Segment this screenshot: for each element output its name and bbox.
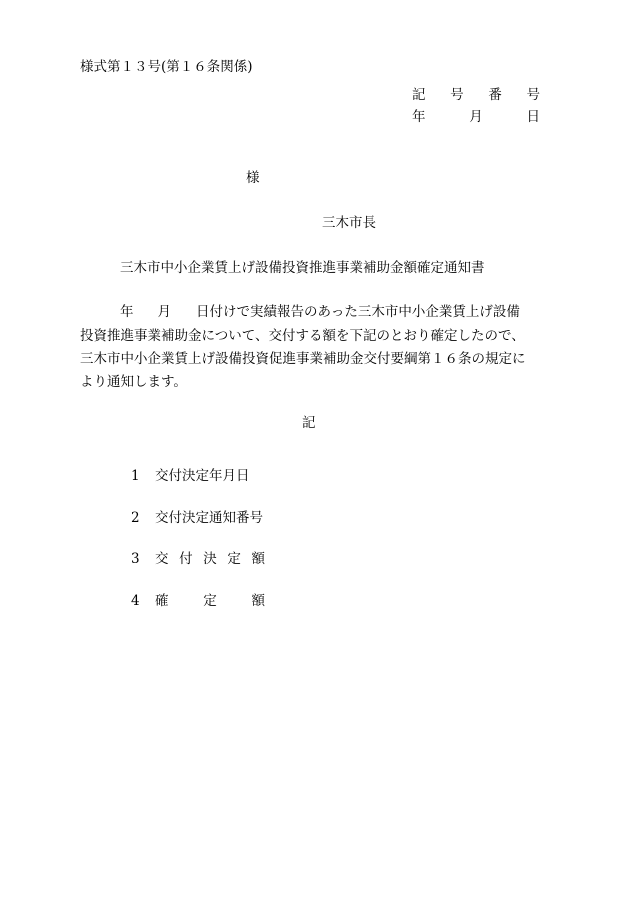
doc-number-label-go2: 号 [526, 87, 540, 103]
item-number: 2 [131, 510, 140, 526]
body-line-4: より通知します。 [80, 374, 187, 390]
item-label: 確 定 額 [155, 593, 265, 609]
body-line-1 [80, 306, 540, 320]
doc-number-label-go: 号 [450, 87, 464, 103]
date-year-label: 年 [412, 109, 426, 125]
list-item [131, 470, 250, 484]
ki-heading: 記 [302, 415, 316, 431]
doc-number-label-ki: 記 [412, 87, 426, 103]
date-month-label: 月 [469, 109, 483, 125]
date-day-label: 日 [526, 109, 540, 125]
form-number: 様式第１３号(第１６条関係) [80, 59, 253, 75]
sender-name: 三木市長 [322, 215, 376, 231]
body-line-3: 三木市中小企業賃上げ設備投資促進事業補助金交付要綱第１６条の規定に [80, 351, 526, 367]
item-label: 交付決定通知番号 [155, 510, 263, 526]
list-item [131, 553, 265, 567]
document-number-field [412, 83, 540, 103]
item-number: 3 [131, 551, 140, 567]
body-line-1-text: 日付けで実績報告のあった三木市中小企業賃上げ設備 [196, 304, 520, 320]
item-number: 4 [131, 593, 140, 609]
body-year-label: 年 [120, 304, 134, 320]
item-label: 交 付 決 定 額 [155, 551, 265, 567]
body-month-label: 月 [157, 304, 171, 320]
issue-date-field [412, 105, 540, 125]
doc-number-label-ban: 番 [488, 87, 502, 103]
item-label: 交付決定年月日 [155, 468, 250, 484]
body-line-2: 投資推進事業補助金について、交付する額を下記のとおり確定したので、 [80, 328, 525, 344]
document-title: 三木市中小企業賃上げ設備投資推進事業補助金額確定通知書 [120, 260, 485, 276]
addressee-suffix: 様 [246, 170, 260, 186]
list-item [131, 595, 265, 609]
item-number: 1 [131, 468, 140, 484]
list-item [131, 512, 263, 526]
